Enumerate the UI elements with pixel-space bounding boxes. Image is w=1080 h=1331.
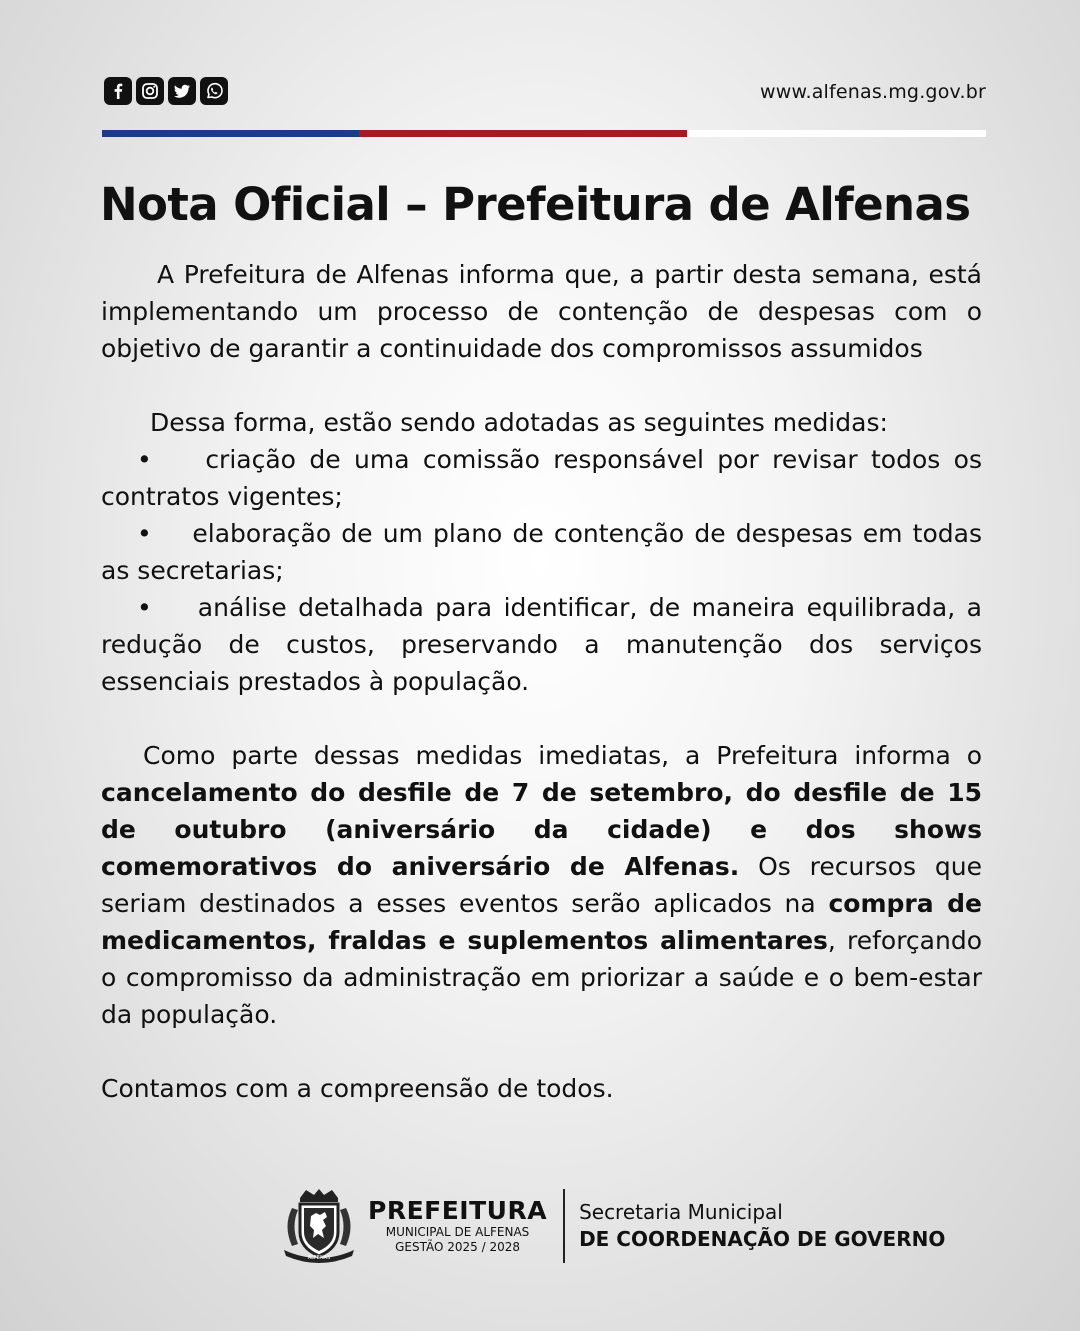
bullet-dot: • bbox=[137, 445, 206, 474]
secretaria-line2: DE COORDENAÇÃO DE GOVERNO bbox=[579, 1227, 946, 1251]
footer-divider bbox=[563, 1189, 565, 1263]
bold-purchases: compra de medicamentos, fraldas e suplementos alimentares bbox=[101, 889, 983, 955]
measure-item bbox=[101, 589, 982, 700]
text-segment: Como parte dessas medidas imediatas, a Prefeitura informa o bbox=[143, 741, 982, 770]
social-icons bbox=[104, 77, 228, 105]
measure-text: criação de uma comissão responsável por revisar todos os contratos vigentes; bbox=[101, 445, 982, 511]
measure-item bbox=[101, 441, 982, 515]
bold-cancellation: cancelamento do desfile de 7 de setembro, do desfile de 15 de outubro (aniversário da cidade) e dos shows comemorativos do aniversário de Alfenas. bbox=[101, 778, 982, 881]
cancellation-paragraph bbox=[101, 737, 982, 1033]
page-title: Nota Oficial – Prefeitura de Alfenas bbox=[100, 178, 971, 231]
flag-red-segment bbox=[359, 130, 687, 137]
flag-blue-segment bbox=[102, 130, 359, 137]
bullet-dot: • bbox=[137, 593, 198, 622]
bullet-dot: • bbox=[137, 519, 193, 548]
crest-banner-text: ALFENAS bbox=[307, 1255, 331, 1261]
municipal-crest-logo bbox=[278, 1186, 360, 1266]
text-segment: , reforçando o compromisso da administração em priorizar a saúde e o bem-estar da população. bbox=[101, 926, 982, 1029]
instagram-icon[interactable] bbox=[136, 77, 164, 105]
secretaria-block bbox=[579, 1199, 945, 1253]
footer-signature bbox=[278, 1186, 945, 1266]
whatsapp-icon[interactable] bbox=[200, 77, 228, 105]
gestao-period: GESTÃO 2025 / 2028 bbox=[395, 1240, 520, 1254]
measure-item bbox=[101, 515, 982, 589]
prefeitura-title: PREFEITURA bbox=[368, 1196, 548, 1225]
prefeitura-wordmark bbox=[368, 1197, 547, 1255]
secretaria-line1: Secretaria Municipal bbox=[579, 1200, 783, 1224]
flag-color-bar bbox=[102, 130, 986, 137]
prefeitura-subtitle: MUNICIPAL DE ALFENAS bbox=[385, 1225, 530, 1239]
facebook-icon[interactable] bbox=[104, 77, 132, 105]
text-segment: Os recursos que seriam destinados a esses eventos serão aplicados na bbox=[101, 852, 982, 918]
flag-white-segment bbox=[687, 130, 986, 137]
measure-text: análise detalhada para identificar, de maneira equilibrada, a redução de custos, preservando a manutenção dos serviços essenciais prestados à população. bbox=[101, 593, 982, 696]
intro-paragraph: A Prefeitura de Alfenas informa que, a partir desta semana, está implementando um processo de contenção de despesas com o objetivo de garantir a continuidade dos compromissos assumidos bbox=[101, 260, 982, 363]
twitter-icon[interactable] bbox=[168, 77, 196, 105]
note-body bbox=[101, 256, 982, 1107]
website-url[interactable]: www.alfenas.mg.gov.br bbox=[759, 81, 986, 103]
measure-text: elaboração de um plano de contenção de despesas em todas as secretarias; bbox=[101, 519, 982, 585]
measures-intro: Dessa forma, estão sendo adotadas as seguintes medidas: bbox=[150, 408, 888, 437]
closing-line: Contamos com a compreensão de todos. bbox=[101, 1074, 614, 1103]
